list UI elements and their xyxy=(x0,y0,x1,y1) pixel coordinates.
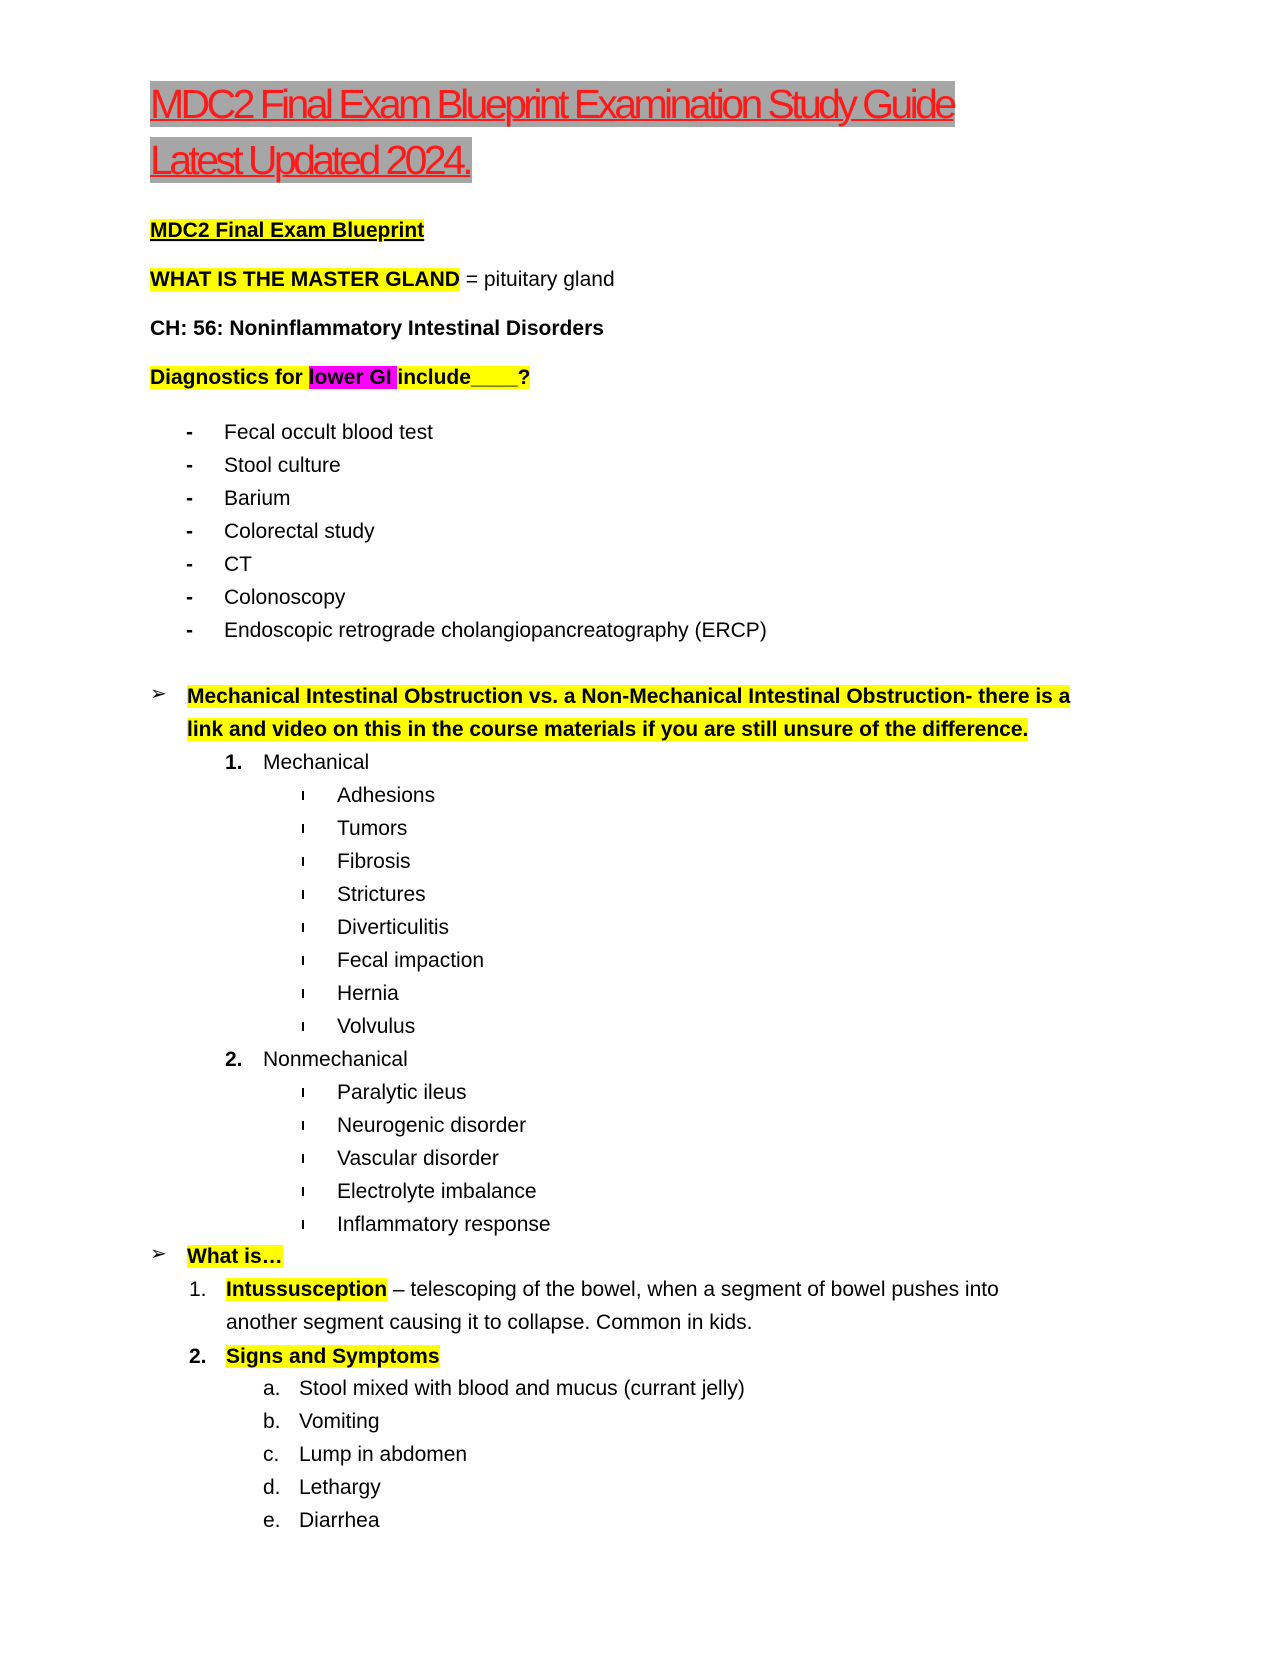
list-item: Hernia xyxy=(302,977,484,1010)
list-item: - Colonoscopy xyxy=(186,586,346,609)
list-item: - Fecal occult blood test xyxy=(186,421,433,444)
list-item: - Endoscopic retrograde cholangiopancreatography (ERCP) xyxy=(186,619,767,642)
list-item: b. Vomiting xyxy=(263,1410,380,1433)
list-item: Volvulus xyxy=(302,1010,484,1043)
list-item: Diverticulitis xyxy=(302,911,484,944)
document-title: MDC2 Final Exam Blueprint Examination Study Guide Latest Updated 2024. xyxy=(150,81,954,183)
list-item: - Stool culture xyxy=(186,454,341,477)
master-gland-question: WHAT IS THE MASTER GLAND xyxy=(150,268,460,291)
list-item: - Colorectal study xyxy=(186,520,375,543)
mechanical-item: 1. Mechanical xyxy=(225,751,370,774)
intussusception-item: 1. Intussusception – telescoping of the bowel, when a segment of bowel pushes into another segment causing it to collapse. Common in kids. xyxy=(189,1278,999,1334)
list-item: Fecal impaction xyxy=(302,944,484,977)
list-item: Neurogenic disorder xyxy=(302,1109,551,1142)
master-gland-line xyxy=(150,266,615,294)
mechanical-list xyxy=(302,779,484,1043)
chapter-heading: CH: 56: Noninflammatory Intestinal Disorders xyxy=(150,317,604,340)
list-item: a. Stool mixed with blood and mucus (currant jelly) xyxy=(263,1377,745,1400)
what-is-heading: What is… xyxy=(187,1245,283,1268)
list-item: Inflammatory response xyxy=(302,1208,551,1241)
nonmechanical-list xyxy=(302,1076,551,1241)
arrow-bullet: ➢ xyxy=(150,1243,167,1265)
diagnostics-list xyxy=(186,416,767,647)
list-item: Electrolyte imbalance xyxy=(302,1175,551,1208)
list-item: Adhesions xyxy=(302,779,484,812)
list-item: Tumors xyxy=(302,812,484,845)
blueprint-heading: MDC2 Final Exam Blueprint xyxy=(150,219,425,242)
list-item: Fibrosis xyxy=(302,845,484,878)
list-item: Paralytic ileus xyxy=(302,1076,551,1109)
list-item: d. Lethargy xyxy=(263,1476,381,1499)
signs-symptoms-item: 2. Signs and Symptoms xyxy=(189,1345,440,1368)
arrow-bullet: ➢ xyxy=(150,683,167,705)
list-item: c. Lump in abdomen xyxy=(263,1443,468,1466)
signs-symptoms-list xyxy=(263,1372,745,1537)
nonmechanical-item: 2. Nonmechanical xyxy=(225,1048,408,1071)
list-item: - CT xyxy=(186,553,252,576)
diagnostics-question: Diagnostics for lower GI include____? xyxy=(150,366,531,389)
list-item: e. Diarrhea xyxy=(263,1509,380,1532)
list-item: - Barium xyxy=(186,487,291,510)
list-item: Strictures xyxy=(302,878,484,911)
obstruction-question: Mechanical Intestinal Obstruction vs. a Non-Mechanical Intestinal Obstruction- there is a link and video on this in the course materials if you are still unsure of the difference. xyxy=(187,685,1071,741)
master-gland-answer: = pituitary gland xyxy=(459,268,615,291)
list-item: Vascular disorder xyxy=(302,1142,551,1175)
